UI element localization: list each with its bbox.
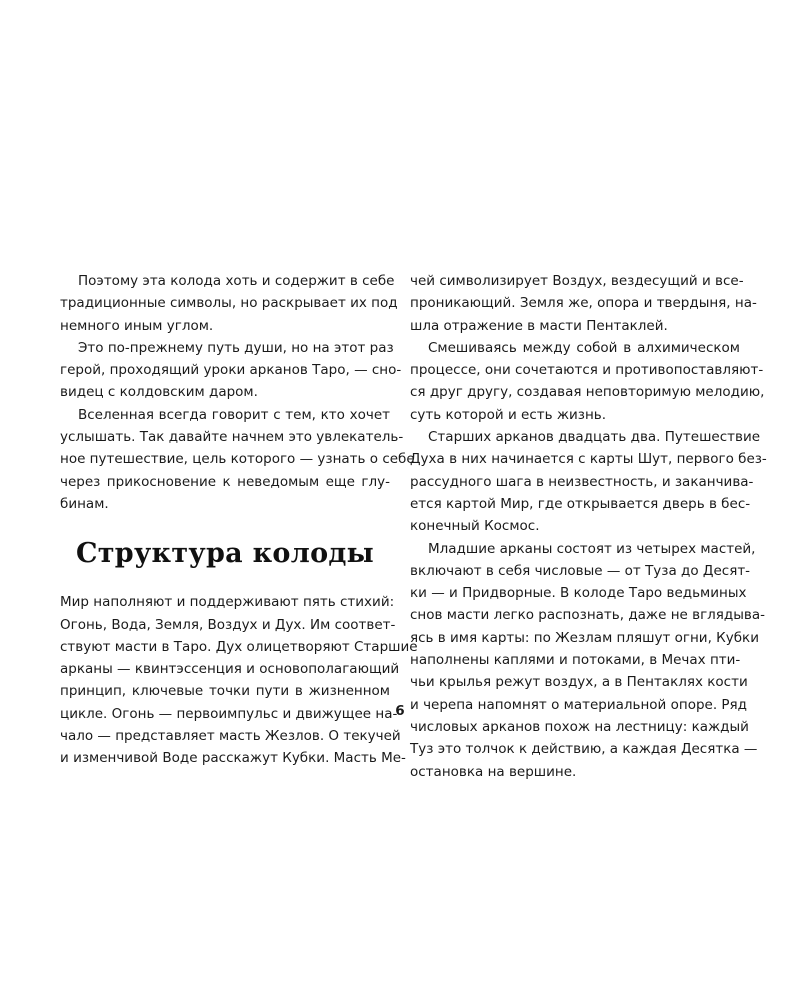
text-line: Огонь, Вода, Земля, Воздух и Дух. Им соответ-	[60, 616, 396, 633]
text-line: немного иным углом.	[60, 317, 214, 334]
text-line: чьи крылья режут воздух, а в Пентаклях кости	[410, 674, 748, 691]
text-line: снов масти легко распознать, даже не вглядыва-	[410, 607, 766, 624]
text-line: герой, проходящий уроки арканов Таро, — сно-	[60, 362, 402, 379]
text-line: через прикосновение к неведомым еще глу-	[60, 473, 390, 490]
text-line: Вселенная всегда говорит с тем, кто хочет	[78, 406, 390, 423]
text-line: ясь в имя карты: по Жезлам пляшут огни, Кубки	[410, 629, 759, 646]
text-line: Духа в них начинается с карты Шут, первого без-	[410, 451, 767, 468]
text-line: цикле. Огонь — первоимпульс и движущее на-	[60, 705, 398, 722]
text-line: ся друг другу, создавая неповторимую мелодию,	[410, 384, 765, 401]
text-line: включают в себя числовые — от Туза до Десят-	[410, 562, 751, 579]
page-number: 6	[395, 703, 405, 719]
text-line: суть которой и есть жизнь.	[410, 406, 607, 423]
text-line: чало — представляет масть Жезлов. О текучей	[60, 728, 401, 745]
text-line: Это по-прежнему путь души, но на этот раз	[78, 339, 394, 356]
section-heading: Структура колоды	[75, 537, 375, 569]
text-line: Смешиваясь между собой в алхимическом	[428, 339, 740, 356]
text-line: остановка на вершине.	[410, 763, 577, 780]
text-line: рассудного шага в неизвестность, и заканчива-	[410, 473, 754, 490]
text-line: услышать. Так давайте начнем это увлекатель-	[60, 429, 404, 446]
text-line: Поэтому эта колода хоть и содержит в себе	[78, 273, 395, 289]
text-line: ное путешествие, цель которого — узнать о себе	[60, 451, 415, 468]
text-line: традиционные символы, но раскрывает их под	[60, 295, 398, 312]
left-column	[60, 270, 418, 770]
text-line: числовых арканов похож на лестницу: каждый	[410, 718, 749, 735]
text-line: Младшие арканы состоят из четырех мастей,	[428, 540, 756, 557]
text-line: процессе, они сочетаются и противопоставляют-	[410, 362, 764, 379]
text-line: видец с колдовским даром.	[60, 384, 258, 401]
text-line: шла отражение в масти Пентаклей.	[410, 317, 668, 334]
text-line: и изменчивой Воде расскажут Кубки. Масть Ме-	[60, 750, 406, 767]
text-line: ки — и Придворные. В колоде Таро ведьминых	[410, 585, 747, 602]
text-line: и черепа напомнят о материальной опоре. Ряд	[410, 696, 748, 713]
text-line: Старших арканов двадцать два. Путешествие	[428, 429, 761, 446]
text-line: наполнены каплями и потоками, в Мечах пти-	[410, 652, 741, 669]
text-line: конечный Космос.	[410, 518, 540, 535]
text-line: арканы — квинтэссенция и основополагающий	[60, 661, 400, 678]
text-line: Туз это толчок к действию, а каждая Десятка —	[410, 741, 758, 758]
text-line: принцип, ключевые точки пути в жизненном	[60, 683, 390, 700]
text-line: ствуют масти в Таро. Дух олицетворяют Старшие	[60, 638, 418, 655]
text-line: проникающий. Земля же, опора и твердыня, на-	[410, 295, 757, 312]
text-line: ется картой Мир, где открывается дверь в бес-	[410, 495, 751, 512]
text-line: чей символизирует Воздух, вездесущий и все-	[410, 273, 744, 289]
text-line: бинам.	[60, 495, 109, 512]
text-line: Мир наполняют и поддерживают пять стихий:	[60, 594, 395, 611]
